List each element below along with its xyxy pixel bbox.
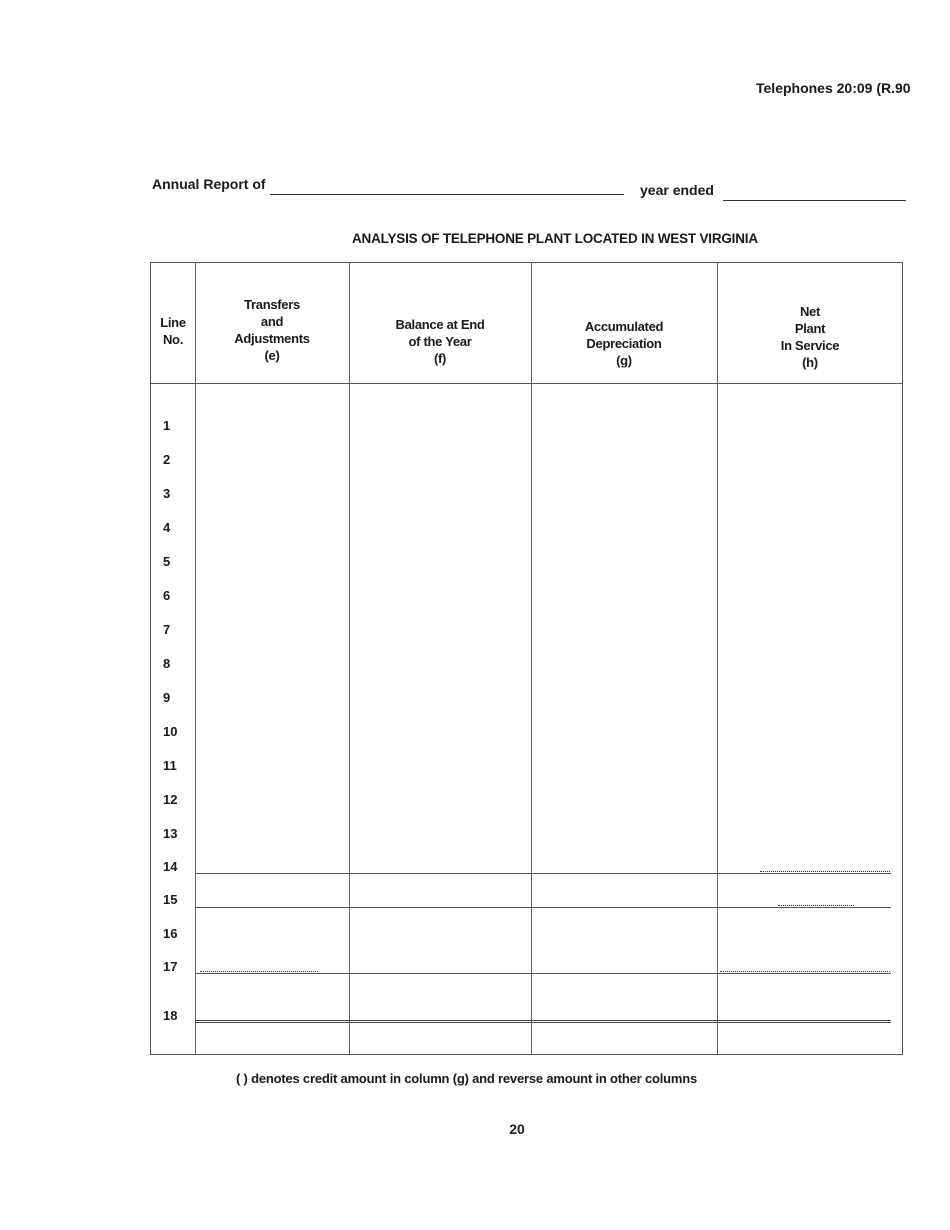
line-number: 3 [163, 486, 171, 501]
header-net-plant-in-service: Net Plant In Service (h) [780, 304, 840, 370]
row-divider [195, 973, 891, 974]
line-number: 11 [163, 758, 177, 773]
line-number: 13 [163, 826, 178, 841]
footnote: ( ) denotes credit amount in column (g) and reverse amount in other columns [236, 1071, 697, 1086]
line-number: 12 [163, 792, 178, 807]
row-divider [195, 873, 891, 874]
line-number: 16 [163, 926, 178, 941]
line-number: 8 [163, 656, 171, 671]
line-number: 4 [163, 520, 171, 535]
line-number: 5 [163, 554, 171, 569]
header-balance-end-of-year: Balance at End of the Year (f) [395, 317, 485, 366]
subtotal-underline [200, 971, 318, 972]
subtotal-underline [760, 871, 890, 872]
line-number: 18 [163, 1008, 178, 1023]
subtotal-underline [720, 971, 890, 972]
header-transfers-adjustments: Transfers and Adjustments (e) [234, 297, 310, 363]
line-number: 17 [163, 959, 178, 974]
line-number: 1 [163, 418, 171, 433]
page-title: ANALYSIS OF TELEPHONE PLANT LOCATED IN WEST VIRGINIA [352, 231, 758, 246]
total-double-rule [195, 1020, 891, 1023]
page-number: 20 [509, 1121, 525, 1137]
year-ended-blank[interactable] [723, 200, 906, 201]
plant-analysis-table [150, 262, 903, 1055]
line-number: 9 [163, 690, 171, 705]
subtotal-underline [778, 905, 854, 906]
header-divider [150, 383, 903, 384]
column-divider [195, 262, 196, 1055]
form-code: Telephones 20:09 (R.90 [756, 80, 911, 96]
line-number: 10 [163, 724, 178, 739]
row-divider [195, 907, 891, 908]
year-ended-label: year ended [640, 182, 714, 198]
line-number: 15 [163, 892, 178, 907]
column-divider [717, 262, 718, 1055]
annual-report-blank[interactable] [270, 194, 624, 195]
annual-report-label: Annual Report of [152, 176, 266, 192]
header-line-no: Line No. [160, 315, 186, 347]
line-number: 14 [163, 859, 178, 874]
header-accumulated-depreciation: Accumulated Depreciation (g) [584, 319, 664, 368]
line-number: 7 [163, 622, 171, 637]
column-divider [531, 262, 532, 1055]
line-number: 6 [163, 588, 171, 603]
column-divider [349, 262, 350, 1055]
line-number: 2 [163, 452, 171, 467]
